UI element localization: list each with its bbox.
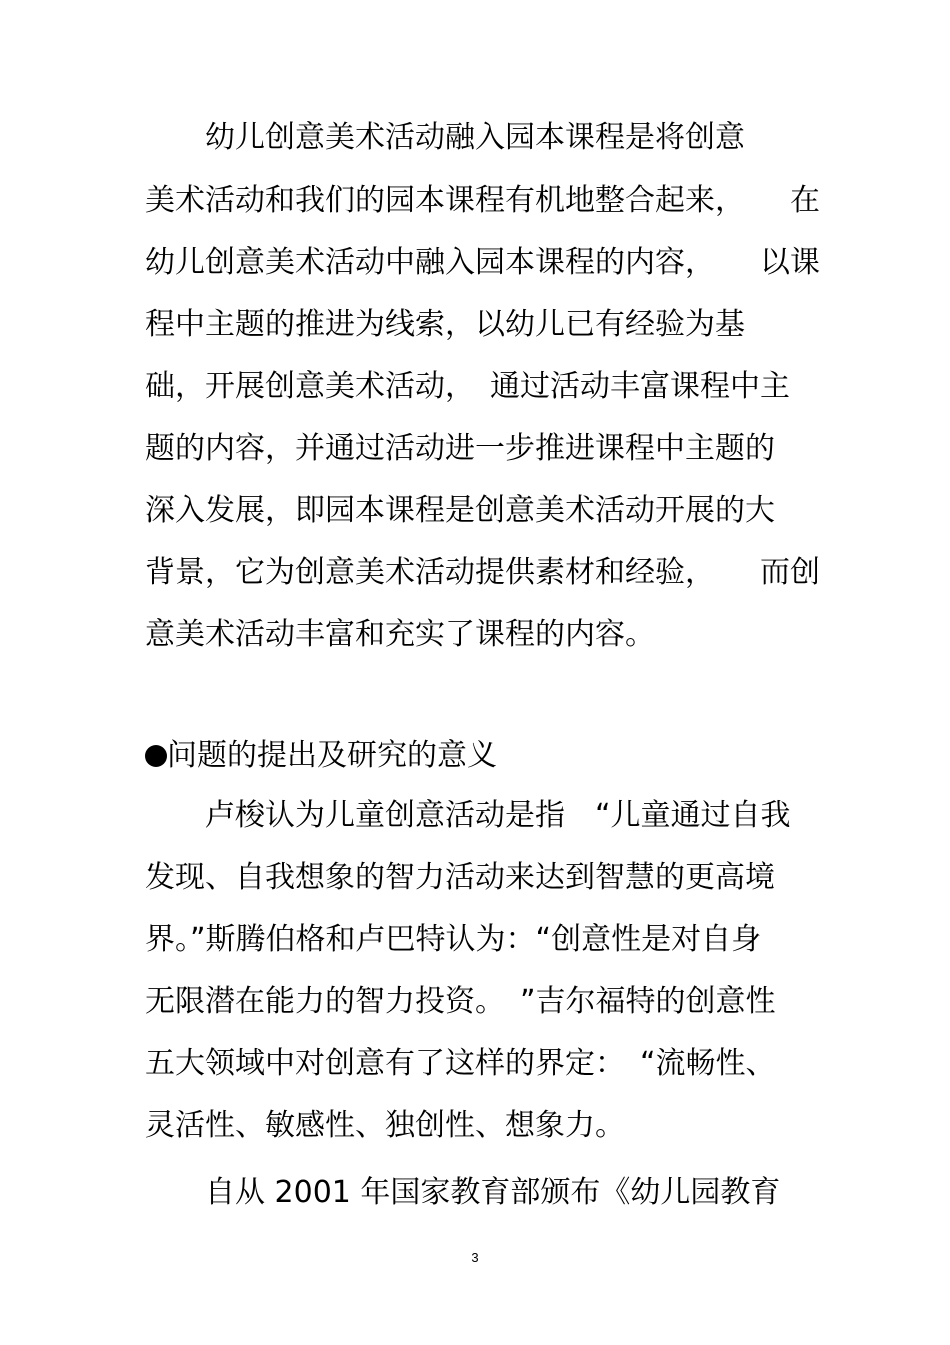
body-text-line: 界。”斯腾伯格和卢巴特认为：“创意性是对自身 (145, 922, 762, 957)
body-text-line: 幼儿创意美术活动中融入园本课程的内容， 以课 (145, 245, 820, 280)
bullet-icon (145, 745, 167, 767)
body-text-line: 意美术活动丰富和充实了课程的内容。 (145, 617, 655, 652)
body-text-line: 发现、自我想象的智力活动来达到智慧的更高境 (145, 860, 775, 895)
body-text-line: 程中主题的推进为线索，以幼儿已有经验为基 (145, 307, 745, 342)
body-text-line: 深入发展，即园本课程是创意美术活动开展的大 (145, 493, 775, 528)
body-text-line: 无限潜在能力的智力投资。 ”吉尔福特的创意性 (145, 984, 776, 1019)
body-text-line: 础，开展创意美术活动， 通过活动丰富课程中主 (145, 369, 790, 404)
body-text-line: 美术活动和我们的园本课程有机地整合起来， 在 (145, 183, 820, 218)
body-text-line: 题的内容，并通过活动进一步推进课程中主题的 (145, 431, 775, 466)
section-heading (145, 738, 497, 774)
page-number: 3 (471, 1250, 479, 1265)
section-heading-text: 问题的提出及研究的意义 (167, 738, 497, 773)
body-text-line: 卢梭认为儿童创意活动是指 “儿童通过自我 (145, 798, 791, 833)
body-text-line: 灵活性、敏感性、独创性、想象力。 (145, 1108, 625, 1143)
body-text-line: 背景，它为创意美术活动提供素材和经验， 而创 (145, 555, 820, 590)
body-text-line: 幼儿创意美术活动融入园本课程是将创意 (145, 120, 745, 155)
body-text-line: 五大领域中对创意有了这样的界定： “流畅性、 (145, 1046, 776, 1081)
body-text-line: 自从 2001 年国家教育部颁布《幼儿园教育 (145, 1175, 781, 1210)
